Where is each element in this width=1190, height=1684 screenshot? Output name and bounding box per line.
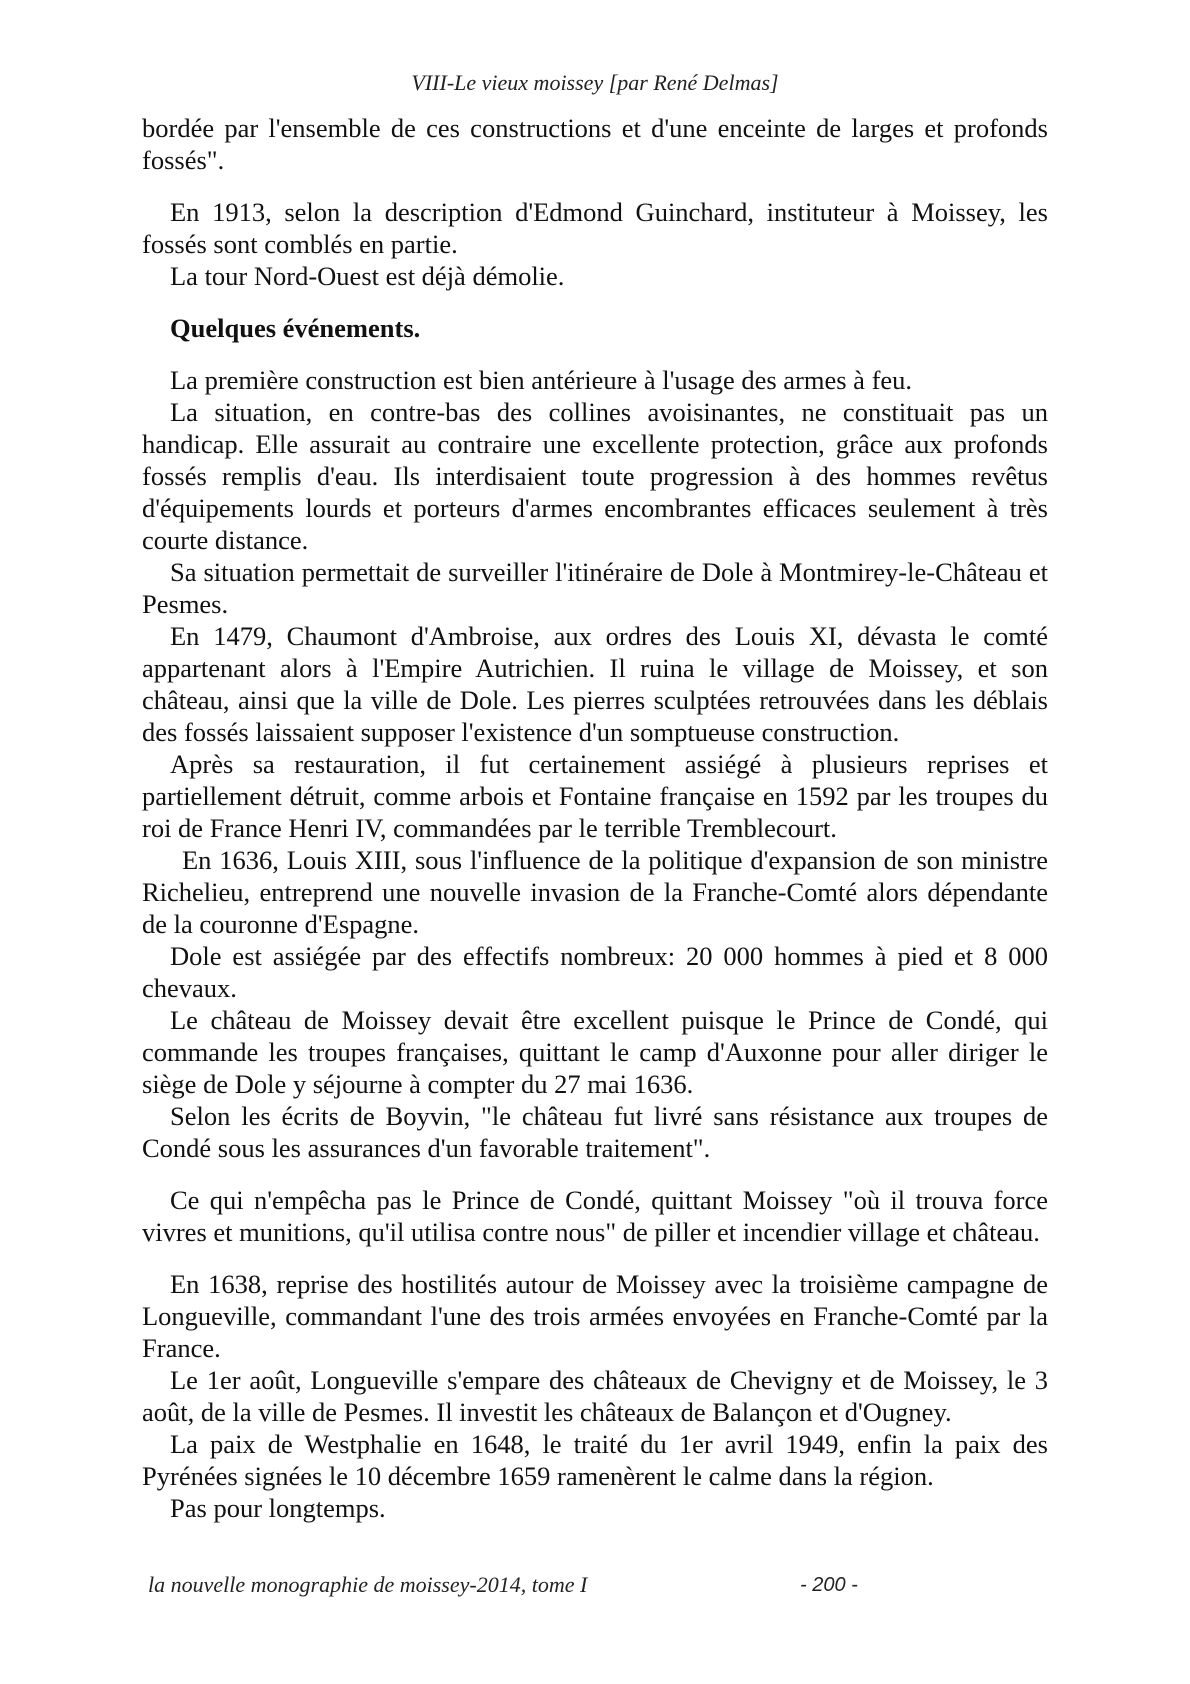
paragraph: Ce qui n'empêcha pas le Prince de Condé, quittant Moissey "où il trouva force vivres et munitions, qu'il utilisa contre nous" de piller et incendier village et château. (142, 1185, 1048, 1247)
paragraph: Le château de Moissey devait être excellent puisque le Prince de Condé, qui commande les troupes françaises, quittant le camp d'Auxonne pour aller diriger le siège de Dole y séjourne à compter du 27 mai 1636. (142, 1005, 1048, 1099)
paragraph: La paix de Westphalie en 1648, le traité du 1er avril 1949, enfin la paix des Pyrénées signées le 10 décembre 1659 ramenèrent le calme dans la région. (142, 1429, 1048, 1491)
paragraph: Dole est assiégée par des effectifs nombreux: 20 000 hommes à pied et 8 000 chevaux. (142, 941, 1048, 1003)
paragraph: Le 1er août, Longueville s'empare des châteaux de Chevigny et de Moissey, le 3 août, de la ville de Pesmes. Il investit les châteaux de Balançon et d'Ougney. (142, 1365, 1048, 1427)
paragraph: En 1913, selon la description d'Edmond Guinchard, instituteur à Moissey, les fossés sont comblés en partie. (142, 197, 1048, 259)
running-header: VIII-Le vieux moissey [par René Delmas] (411, 70, 779, 95)
paragraph-continuation: bordée par l'ensemble de ces constructions et d'une enceinte de larges et profonds fossés". (142, 113, 1048, 175)
footer-title: la nouvelle monographie de moissey-2014, tome I (148, 1572, 588, 1597)
page-number: - 200 - (800, 1574, 858, 1596)
paragraph: En 1479, Chaumont d'Ambroise, aux ordres des Louis XI, dévasta le comté appartenant alors à l'Empire Autrichien. Il ruina le village de Moissey, et son château, ainsi que la ville de Dole. Les pierres sculptées retrouvées dans les déblais des fossés laissaient supposer l'existence d'un somptueuse construction. (142, 621, 1048, 747)
section-heading: Quelques événements. (170, 313, 421, 343)
paragraph: Sa situation permettait de surveiller l'itinéraire de Dole à Montmirey-le-Château et Pesmes. (142, 557, 1048, 619)
paragraph: En 1636, Louis XIII, sous l'influence de la politique d'expansion de son ministre Richelieu, entreprend une nouvelle invasion de la Franche-Comté alors dépendante de la couronne d'Espagne. (142, 845, 1048, 939)
paragraph: La situation, en contre-bas des collines avoisinantes, ne constituait pas un handicap. Elle assurait au contraire une excellente protection, grâce aux profonds fossés remplis d'eau. Ils interdisaient toute progression à des hommes revêtus d'équipements lourds et porteurs d'armes encombrantes efficaces seulement à très courte distance. (142, 397, 1048, 555)
paragraph: Selon les écrits de Boyvin, "le château fut livré sans résistance aux troupes de Condé sous les assurances d'un favorable traitement". (142, 1101, 1048, 1163)
paragraph: En 1638, reprise des hostilités autour de Moissey avec la troisième campagne de Longueville, commandant l'une des trois armées envoyées en Franche-Comté par la France. (142, 1269, 1048, 1363)
body-text (142, 112, 1048, 1524)
paragraph: Pas pour longtemps. (170, 1493, 386, 1523)
paragraph: La tour Nord-Ouest est déjà démolie. (170, 261, 565, 291)
paragraph: Après sa restauration, il fut certainement assiégé à plusieurs reprises et partiellement détruit, comme arbois et Fontaine française en 1592 par les troupes du roi de France Henri IV, commandées par le terrible Tremblecourt. (142, 749, 1048, 843)
paragraph: La première construction est bien antérieure à l'usage des armes à feu. (170, 365, 913, 395)
